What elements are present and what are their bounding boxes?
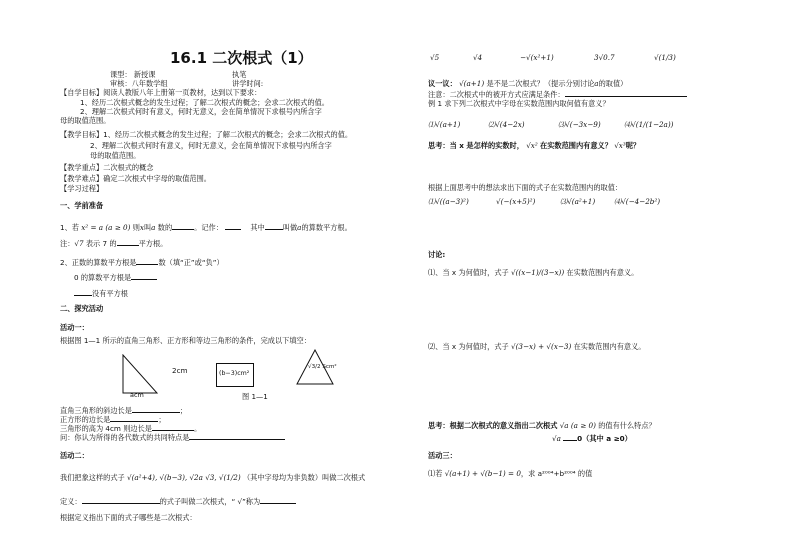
right-triangle-figure bbox=[122, 354, 158, 394]
ex1-item-4: ⑷√(1/(1−2a)) bbox=[624, 120, 674, 129]
blank[interactable] bbox=[132, 405, 180, 413]
activity-1-title: 活动一： bbox=[60, 323, 89, 332]
expr-1: √5 bbox=[430, 53, 440, 62]
blank[interactable] bbox=[136, 257, 158, 265]
example-1: 例 1 求下列二次根式中字母在实数范围内取何值有意义？ bbox=[428, 99, 610, 108]
summary-line: 注意：二次根式中的被开方式应满足条件： bbox=[428, 89, 687, 99]
reviewer: 审核：八年数学组 bbox=[110, 79, 168, 88]
lecture-time: 讲学时间: bbox=[232, 79, 264, 88]
expr-5: √(1/3) bbox=[654, 53, 676, 62]
activity-1-text: 根据图 1—1 所示的直角三角形、正方形和等边三角形的条件，完成以下填空： bbox=[60, 336, 311, 345]
discuss-2-title: 讨论: bbox=[428, 250, 446, 259]
fill-4: 问：你认为所得的各代数式的共同特点是 bbox=[60, 432, 285, 442]
think2-item-1: ⑴√((a−3)²) bbox=[428, 197, 469, 206]
teach-goal-1: 【教学目标】1、经历二次根式概念的发生过程；了解二次根式的概念；会求二次根式的值。 bbox=[60, 130, 353, 139]
activity-2-text: 我们把象这样的式子 √(a²+4), √(b−3), √2a √3, √(1/2) （其中字母均为非负数）叫做二次根式 bbox=[60, 473, 366, 482]
expr-3: −√(x²+1) bbox=[520, 53, 554, 62]
teach-goal-2: 2、理解二次根式何时有意义，何时无意义，会在简单情况下求根号内所含字 bbox=[90, 141, 332, 150]
section-1-title: 一、学前准备 bbox=[60, 201, 104, 210]
section-2-title: 二、探究活动 bbox=[60, 304, 104, 313]
key-point: 【教学重点】二次根式的概念 bbox=[60, 163, 154, 172]
ex1-item-2: ⑵√(4−2x) bbox=[488, 120, 525, 129]
question-2: 2、正数的算数平方根是 数（填“正”或“负”） bbox=[60, 258, 224, 267]
discuss-1: 议一议： √(a+1) 是不是二次根式？（提示分别讨论a的取值） bbox=[428, 79, 628, 88]
teach-goal-3: 母的取值范围。 bbox=[90, 151, 141, 160]
difficulty: 【教学难点】确定二次根式中字母的取值范围。 bbox=[60, 174, 211, 183]
blank[interactable] bbox=[74, 288, 92, 296]
think2-item-2: √(−(x+5)²) bbox=[496, 197, 536, 206]
think-3-answer: √a 0（其中 a ≥0） bbox=[552, 434, 632, 443]
label-triangle-area: √3/2 Scm² bbox=[308, 364, 337, 370]
blank[interactable] bbox=[260, 496, 296, 504]
self-goal-3: 2、理解二次根式何时有意义，何时无意义，会在简单情况下求根号内所含字 bbox=[80, 107, 322, 116]
figure-caption: 图 1—1 bbox=[242, 392, 268, 401]
expr-4: 3√0.7 bbox=[594, 53, 615, 62]
example-expressions: √(a²+4), √(b−3), √2a √3, √(1/2) bbox=[127, 473, 241, 482]
self-goal-1: 【自学目标】阅读人教版八年上册第一页教材，达到以下要求： bbox=[60, 88, 262, 97]
lesson-title: 16.1 二次根式（1） bbox=[170, 49, 313, 67]
fill-1: 直角三角形的斜边长是 ； bbox=[60, 406, 188, 415]
ex1-item-1: ⑴√(a+1) bbox=[428, 120, 461, 129]
blank[interactable] bbox=[225, 222, 241, 230]
think2-item-3: ⑶√(a²+1) bbox=[560, 197, 596, 206]
process: 【学习过程】 bbox=[60, 184, 104, 193]
blank[interactable] bbox=[265, 222, 283, 230]
note-line: 注：√7 表示 7 的 平方根。 bbox=[60, 239, 168, 248]
q1-equation: x² = a (a ≥ 0) bbox=[81, 223, 131, 232]
discuss-2-q1: ⑴、当 x 为何值时，式子 √((x−1)/(3−x)) 在实数范围内有意义。 bbox=[428, 268, 639, 277]
think-2: 根据上面思考中的想法求出下面的式子在实数范围内的取值： bbox=[428, 183, 623, 192]
blank[interactable] bbox=[152, 423, 194, 431]
activity-2-title: 活动二： bbox=[60, 451, 89, 460]
judge-line: 根据定义指出下面的式子哪些是二次根式： bbox=[60, 513, 197, 522]
think-1: 思考：当 x 是怎样的实数时， √x² 在实数范围内有意义？ √x³呢？ bbox=[428, 141, 641, 150]
question-2c: 没有平方根 bbox=[74, 288, 128, 298]
course-type: 课型： 新授课 bbox=[110, 70, 156, 79]
think-3: 思考：根据二次根式的意义指出二次根式 √a (a ≥ 0) 的值有什么特点？ bbox=[428, 421, 656, 430]
blank[interactable] bbox=[82, 496, 160, 504]
blank[interactable] bbox=[565, 89, 687, 97]
fill-3: 三角形的高为 4cm 则边长是 。 bbox=[60, 424, 202, 433]
label-2cm: 2cm bbox=[172, 366, 188, 375]
blank[interactable] bbox=[172, 222, 194, 230]
think2-item-4: ⑷√(−4−2b²) bbox=[614, 197, 661, 206]
label-square-area: (b−3)cm² bbox=[219, 370, 250, 377]
discuss-2-q2: ⑵、当 x 为何值时，式子 √(3−x) + √(x−3) 在实数范围内有意义。 bbox=[428, 342, 646, 351]
definition-line: 定义： 的式子叫做二次根式，“ √”称为 bbox=[60, 496, 296, 506]
label-acm: acm bbox=[130, 391, 144, 399]
blank[interactable] bbox=[117, 238, 139, 246]
writer: 执笔 bbox=[232, 70, 247, 79]
blank[interactable] bbox=[189, 432, 285, 440]
question-2b: 0 的算数平方根是 bbox=[74, 272, 157, 282]
expr-2: √4 bbox=[473, 53, 483, 62]
blank[interactable] bbox=[563, 433, 577, 441]
activity-3-q1: ⑴若 √(a+1) + √(b−1) = 0，求 a²⁰⁰⁴+b²⁰⁰⁴ 的值 bbox=[428, 469, 593, 478]
self-goal-4: 母的取值范围。 bbox=[60, 116, 111, 125]
self-goal-2: 1、经历二次根式概念的发生过程；了解二次根式的概念；会求二次根式的值。 bbox=[80, 98, 329, 107]
activity-3-title: 活动三： bbox=[428, 451, 457, 460]
blank[interactable] bbox=[131, 272, 157, 280]
question-1: 1、若 x² = a (a ≥ 0) 则x叫a 数的 。记作： 其中 叫做a的算数平方根。 bbox=[60, 223, 352, 232]
blank[interactable] bbox=[110, 414, 158, 422]
fill-2: 正方形的边长是 ； bbox=[60, 415, 166, 424]
ex1-item-3: ⑶√(−3x−9) bbox=[558, 120, 601, 129]
